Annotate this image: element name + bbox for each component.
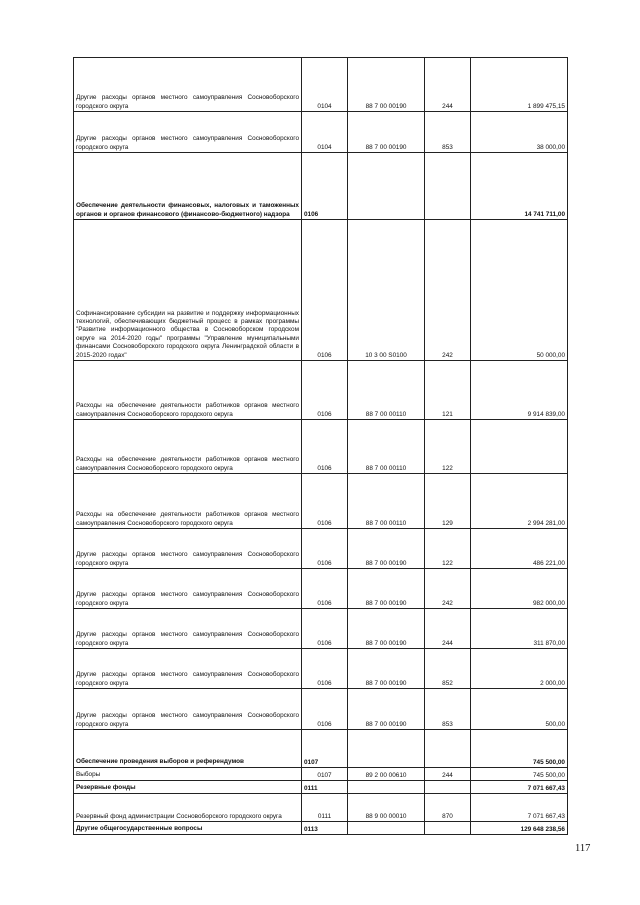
row-name: Другие расходы органов местного самоуправления Сосновоборского городского округа xyxy=(74,112,302,153)
row-target-article: 88 7 00 00190 xyxy=(348,58,425,112)
row-section-code: 0106 xyxy=(302,153,348,220)
row-target-article: 88 7 00 00190 xyxy=(348,609,425,649)
row-section-code: 0106 xyxy=(302,420,348,474)
row-section-code: 0113 xyxy=(302,822,348,835)
row-amount: 486 221,00 xyxy=(471,529,568,569)
row-name: Расходы на обеспечение деятельности работников органов местного самоуправления Сосновоборского городского округа xyxy=(74,420,302,474)
row-expense-type: 242 xyxy=(425,569,471,609)
table-row xyxy=(74,569,568,609)
row-target-article xyxy=(348,730,425,768)
row-name: Резервные фонды xyxy=(74,781,302,794)
row-target-article: 88 7 00 00190 xyxy=(348,649,425,689)
row-target-article: 88 7 00 00190 xyxy=(348,689,425,730)
row-name: Расходы на обеспечение деятельности работников органов местного самоуправления Сосновоборского городского округа xyxy=(74,361,302,420)
budget-table-body xyxy=(74,58,568,835)
row-expense-type: 121 xyxy=(425,361,471,420)
table-row xyxy=(74,689,568,730)
row-section-code: 0107 xyxy=(302,730,348,768)
row-expense-type xyxy=(425,781,471,794)
row-name: Другие расходы органов местного самоуправления Сосновоборского городского округа xyxy=(74,529,302,569)
row-target-article: 88 7 00 00190 xyxy=(348,569,425,609)
table-row xyxy=(74,153,568,220)
table-row xyxy=(74,58,568,112)
row-target-article: 88 7 00 00110 xyxy=(348,474,425,529)
row-section-code: 0107 xyxy=(302,768,348,781)
row-section-code: 0106 xyxy=(302,609,348,649)
row-amount: 14 741 711,00 xyxy=(471,153,568,220)
row-name: Резервный фонд администрации Сосновоборского городского округа xyxy=(74,794,302,822)
table-row xyxy=(74,822,568,835)
row-name: Другие расходы органов местного самоуправления Сосновоборского городского округа xyxy=(74,569,302,609)
table-row xyxy=(74,781,568,794)
row-target-article: 88 7 00 00110 xyxy=(348,420,425,474)
row-section-code: 0106 xyxy=(302,529,348,569)
row-name: Выборы xyxy=(74,768,302,781)
row-expense-type: 853 xyxy=(425,689,471,730)
row-expense-type xyxy=(425,730,471,768)
table-row xyxy=(74,474,568,529)
row-amount: 982 000,00 xyxy=(471,569,568,609)
row-name: Другие общегосударственные вопросы xyxy=(74,822,302,835)
table-row xyxy=(74,649,568,689)
row-amount: 745 500,00 xyxy=(471,730,568,768)
row-section-code: 0106 xyxy=(302,689,348,730)
table-row xyxy=(74,112,568,153)
row-target-article: 88 9 00 00010 xyxy=(348,794,425,822)
row-target-article xyxy=(348,822,425,835)
row-amount: 129 648 238,56 xyxy=(471,822,568,835)
row-target-article: 88 7 00 00190 xyxy=(348,529,425,569)
budget-table xyxy=(73,57,568,835)
row-expense-type xyxy=(425,153,471,220)
row-name: Обеспечение деятельности финансовых, налоговых и таможенных органов и органов финансового (финансово-бюджетного) надзора xyxy=(74,153,302,220)
table-row xyxy=(74,794,568,822)
row-amount xyxy=(471,420,568,474)
row-section-code: 0104 xyxy=(302,58,348,112)
row-expense-type: 852 xyxy=(425,649,471,689)
row-expense-type: 244 xyxy=(425,58,471,112)
row-amount: 38 000,00 xyxy=(471,112,568,153)
row-target-article: 10 3 00 S0100 xyxy=(348,220,425,361)
row-target-article xyxy=(348,781,425,794)
row-amount: 745 500,00 xyxy=(471,768,568,781)
row-expense-type: 244 xyxy=(425,768,471,781)
row-section-code: 0106 xyxy=(302,474,348,529)
table-row xyxy=(74,730,568,768)
row-section-code: 0106 xyxy=(302,361,348,420)
row-amount: 7 071 667,43 xyxy=(471,781,568,794)
row-expense-type: 122 xyxy=(425,529,471,569)
row-target-article: 88 7 00 00190 xyxy=(348,112,425,153)
page-number: 117 xyxy=(575,843,591,854)
row-expense-type: 244 xyxy=(425,609,471,649)
row-amount: 2 994 281,00 xyxy=(471,474,568,529)
row-amount: 1 899 475,15 xyxy=(471,58,568,112)
row-name: Другие расходы органов местного самоуправления Сосновоборского городского округа xyxy=(74,609,302,649)
row-expense-type xyxy=(425,822,471,835)
row-name: Другие расходы органов местного самоуправления Сосновоборского городского округа xyxy=(74,58,302,112)
row-section-code: 0106 xyxy=(302,220,348,361)
row-section-code: 0104 xyxy=(302,112,348,153)
row-expense-type: 129 xyxy=(425,474,471,529)
row-expense-type: 122 xyxy=(425,420,471,474)
row-name: Обеспечение проведения выборов и референдумов xyxy=(74,730,302,768)
table-row xyxy=(74,420,568,474)
row-section-code: 0111 xyxy=(302,794,348,822)
row-expense-type: 242 xyxy=(425,220,471,361)
row-name: Софинансирование субсидии на развитие и поддержку информационных технологий, обеспечивающих бюджетный процесс в рамках программы "Развитие информационного общества в Сосновоборском городском округе на 2014-2020 годы" программы "Управление муниципальными финансами Сосновоборского городского округа Ленинградской области в 2015-2020 годах" xyxy=(74,220,302,361)
table-row xyxy=(74,220,568,361)
table-row xyxy=(74,529,568,569)
table-row xyxy=(74,609,568,649)
row-amount: 311 870,00 xyxy=(471,609,568,649)
row-section-code: 0106 xyxy=(302,569,348,609)
row-expense-type: 870 xyxy=(425,794,471,822)
row-amount: 2 000,00 xyxy=(471,649,568,689)
row-target-article: 88 7 00 00110 xyxy=(348,361,425,420)
row-amount: 9 914 839,00 xyxy=(471,361,568,420)
row-target-article: 89 2 00 00610 xyxy=(348,768,425,781)
row-amount: 500,00 xyxy=(471,689,568,730)
row-expense-type: 853 xyxy=(425,112,471,153)
row-amount: 7 071 667,43 xyxy=(471,794,568,822)
table-row xyxy=(74,361,568,420)
row-section-code: 0106 xyxy=(302,649,348,689)
row-section-code: 0111 xyxy=(302,781,348,794)
table-row xyxy=(74,768,568,781)
row-name: Другие расходы органов местного самоуправления Сосновоборского городского округа xyxy=(74,649,302,689)
row-name: Другие расходы органов местного самоуправления Сосновоборского городского округа xyxy=(74,689,302,730)
row-target-article xyxy=(348,153,425,220)
row-name: Расходы на обеспечение деятельности работников органов местного самоуправления Сосновоборского городского округа xyxy=(74,474,302,529)
row-amount: 50 000,00 xyxy=(471,220,568,361)
